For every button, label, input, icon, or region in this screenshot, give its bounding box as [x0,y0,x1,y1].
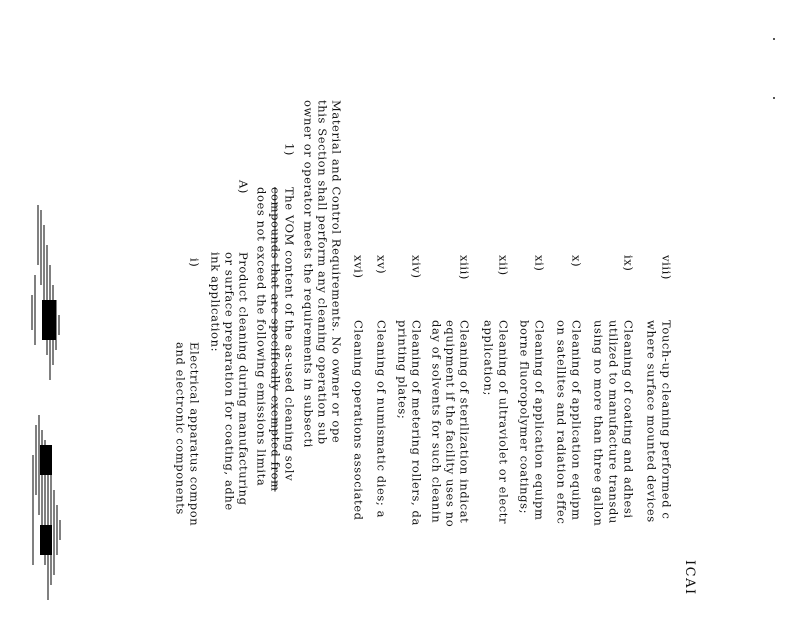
subsection-number: i) [187,258,202,268]
paragraph-line: this Section shall perform any cleaning operation sub [315,100,330,445]
item-text: Cleaning of numismatic dies; a [374,320,389,519]
subsection-number: A) [236,180,251,194]
paragraph-line: owner or operator meets the requirements in subsecti [301,100,316,448]
subsection-text: does not exceed the following emissions limita [254,187,269,487]
item-text: Cleaning of application equipm [569,320,584,521]
item-text: where surface mounted devices [644,320,659,523]
subsection-text: and electronic components [173,342,188,515]
item-number: xi) [532,255,547,272]
item-text: application; [481,320,496,396]
item-text: day of solvents for such cleanin [429,320,444,524]
subsection-text-struck: compounds that are specifically exempted from [268,187,283,492]
item-number: xii) [496,255,511,276]
subsection-text: ink application: [208,252,223,353]
subsection-text: Product cleaning during manufacturing [236,252,251,506]
item-text: printing plates; [395,320,410,420]
item-text: Cleaning operations associated [351,320,366,521]
item-number: x) [569,255,584,268]
item-number: xv) [374,255,389,275]
page-header: ICAI [682,560,697,596]
item-text: equipment if the facility uses no [443,320,458,528]
item-text: Touch-up cleaning performed c [659,320,674,520]
subsection-number: 1) [282,143,297,157]
item-text: borne fluoropolymer coatings; [517,320,532,515]
item-number: xiii) [457,255,472,281]
subsection-text: or surface preparation for coating, adhe [222,252,237,511]
scan-artifact-mark [28,415,68,605]
scan-dot [773,38,775,40]
item-number: ix) [621,255,636,272]
scan-artifact-mark [28,205,68,385]
paragraph-line: Material and Control Requirements. No owner or ope [329,100,344,444]
item-text: Cleaning of coating and adhesi [621,320,636,519]
item-number: viii) [659,255,674,281]
item-text: Cleaning of application equipm [532,320,547,521]
item-text: on satellites and radiation effec [554,320,569,525]
subsection-text: Electrical apparatus compon [187,342,202,527]
item-number: xvi) [351,255,366,279]
item-text: Cleaning of ultraviolet or electr [496,320,511,525]
subsection-text: The VOM content of the as-used cleaning solv [282,187,297,482]
item-text: Cleaning of metering rollers, da [409,320,424,526]
item-text: utilized to manufacture transdu [606,320,621,524]
scan-dot [773,97,775,99]
item-number: xiv) [409,255,424,279]
item-text: using no more than three gallon [591,320,606,527]
item-text: Cleaning of sterilization indicat [457,320,472,524]
